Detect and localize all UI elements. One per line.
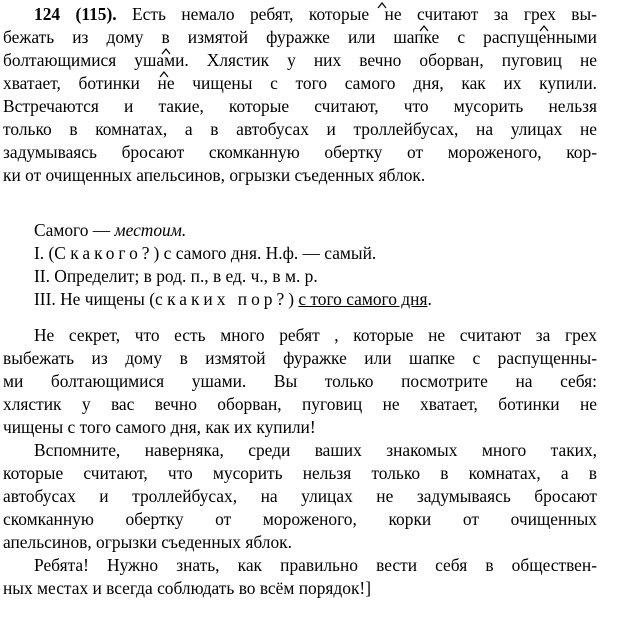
exercise-line-3: болтающимися ушами. Хлястик у них вечно оборван, пуговиц не (3, 50, 597, 70)
exercise-line-5: Встречаются и такие, которые считают, что мусорить нельзя (3, 96, 597, 116)
answer-line-9: скомканную обертку от мороженого, корки от очищенных (3, 509, 597, 529)
exercise-line-2: бежать из дому в измятой фуражке или шапке с распущенными (3, 27, 597, 47)
answer-line-8: автобусах и троллейбусах, на улицах не задумываясь бросают (3, 486, 597, 506)
exercise-text: Есть немало ребят, которые не считают за грех вы- (132, 4, 597, 24)
answer-line-5: чищены с того самого дня, как их купили! (3, 417, 316, 437)
exercise-number: 124 (115). (34, 4, 117, 24)
answer-line-4: хлястик у вас вечно оборван, пуговиц не хватает, ботинки не (3, 394, 597, 414)
answer-line-1: Не секрет, что есть много ребят , которые не считают за грех (34, 325, 597, 345)
analysis-pos: местоим. (114, 220, 187, 240)
exercise-line-6: только в комнатах, а в автобусах и троллейбусах, на улицах не (3, 119, 597, 139)
accent-mark-1 (378, 3, 386, 8)
exercise-line-8: ки от очищенных апельсинов, огрызки съеденных яблок. (3, 165, 426, 185)
analysis-row-1-question: какого? (70, 243, 154, 263)
analysis-row-3-close: ) (288, 289, 299, 309)
exercise-line-7: задумываясь бросают скомканную обертку от мороженого, кор- (3, 142, 597, 162)
answer-line-12: ных местах и всегда соблюдать во всём порядок!] (3, 578, 371, 598)
answer-line-6: Вспомните, наверняка, среди ваших знакомых много таких, (34, 440, 597, 460)
answer-line-7: которые считают, что мусорить нельзя только в комнатах, а в (3, 463, 597, 483)
answer-line-11: Ребята! Нужно знать, как правильно вести себя в обществен- (34, 555, 597, 575)
analysis-row-2: II. Определит; в род. п., в ед. ч., в м. р. (34, 266, 318, 286)
accent-mark-5 (160, 72, 168, 77)
answer-line-3: ми болтающимися ушами. Вы только посмотрите на себя: (3, 371, 597, 391)
analysis-row-3-end: . (427, 289, 432, 309)
analysis-row-1-rest: ) с самого дня. Н.ф. — самый. (153, 243, 377, 263)
exercise-line-4: хватает, ботинки не чищены с того самого дня, как их купили. (3, 73, 597, 93)
analysis-row-3-start: III. Не чищены (с (34, 289, 168, 309)
accent-mark-2 (540, 26, 548, 31)
answer-line-2: выбежать из дому в измятой фуражке или шапке с распущенны- (3, 348, 597, 368)
analysis-row-3-question: каких пор? (167, 289, 289, 309)
analysis-row-1-start: I. (С (34, 243, 71, 263)
analysis-row-3-underlined: с того самого дня (298, 289, 428, 309)
analysis-head (34, 219, 623, 242)
accent-mark-4 (162, 49, 170, 54)
analysis-word: Самого — (34, 220, 115, 240)
accent-marks (0, 0, 623, 200)
analysis-row-1 (34, 242, 623, 265)
answer-line-10: апельсинов, огрызки съеденных яблок. (3, 532, 292, 552)
analysis-row-3 (34, 288, 623, 311)
accent-mark-3 (420, 26, 428, 31)
